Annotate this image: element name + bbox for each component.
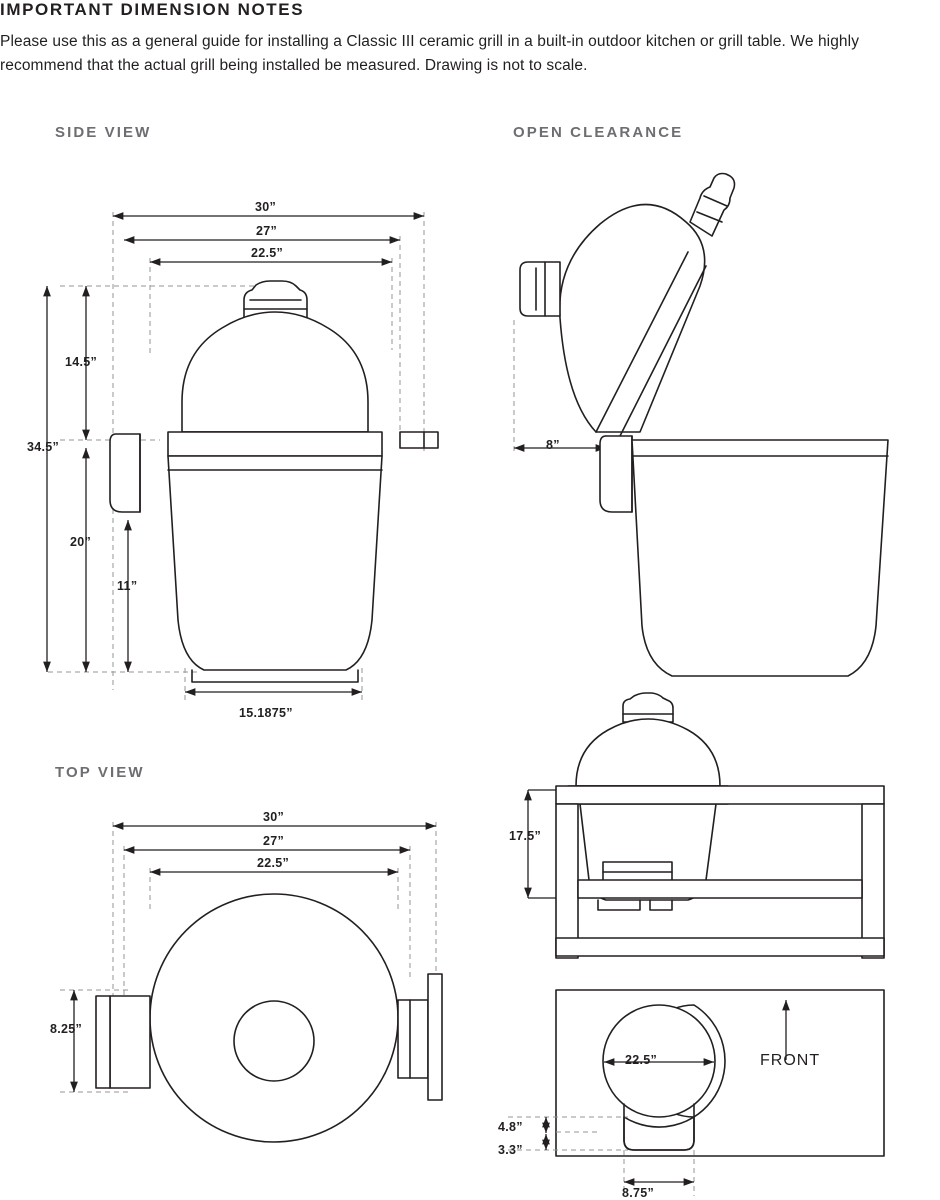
- page-description: Please use this as a general guide for installing a Classic III ceramic grill in a built-in outdoor kitchen or grill table. We highly recommend that the actual grill being installed be measured. Drawing is not to scale.: [0, 33, 860, 75]
- side-dim-height-lid: 14.5”: [65, 355, 98, 369]
- section-label-open-clearance: OPEN CLEARANCE: [513, 124, 684, 141]
- top-dim-width-inner: 22.5”: [257, 856, 290, 870]
- side-dim-base-width: 15.1875”: [239, 706, 293, 720]
- section-label-top-view: TOP VIEW: [55, 764, 145, 781]
- top-dim-side-depth: 8.25”: [50, 1022, 83, 1036]
- top-view-grill: [96, 894, 442, 1142]
- open-clearance-dim-front: 8”: [546, 438, 560, 452]
- side-dim-width-mid: 27”: [256, 224, 278, 238]
- cutout-dim-notch-width: 8.75”: [622, 1186, 655, 1200]
- cutout-dim-diameter: 22.5”: [625, 1053, 658, 1067]
- top-dim-width-mid: 27”: [263, 834, 285, 848]
- cutout-dim-offset-lower: 3.3”: [498, 1143, 523, 1157]
- side-dim-height-total: 34.5”: [27, 440, 60, 454]
- top-dim-width-outer: 30”: [263, 810, 285, 824]
- page-title: IMPORTANT DIMENSION NOTES: [0, 0, 305, 19]
- section-label-side-view: SIDE VIEW: [55, 124, 152, 141]
- side-dim-width-outer: 30”: [255, 200, 277, 214]
- side-dim-height-base: 20”: [70, 535, 92, 549]
- cutout-front-label: FRONT: [760, 1052, 821, 1069]
- cutout-dim-offset-upper: 4.8”: [498, 1120, 523, 1134]
- table-dim-counter-height: 17.5”: [509, 829, 542, 843]
- side-dim-width-inner: 22.5”: [251, 246, 284, 260]
- side-dim-height-low: 11”: [117, 579, 138, 593]
